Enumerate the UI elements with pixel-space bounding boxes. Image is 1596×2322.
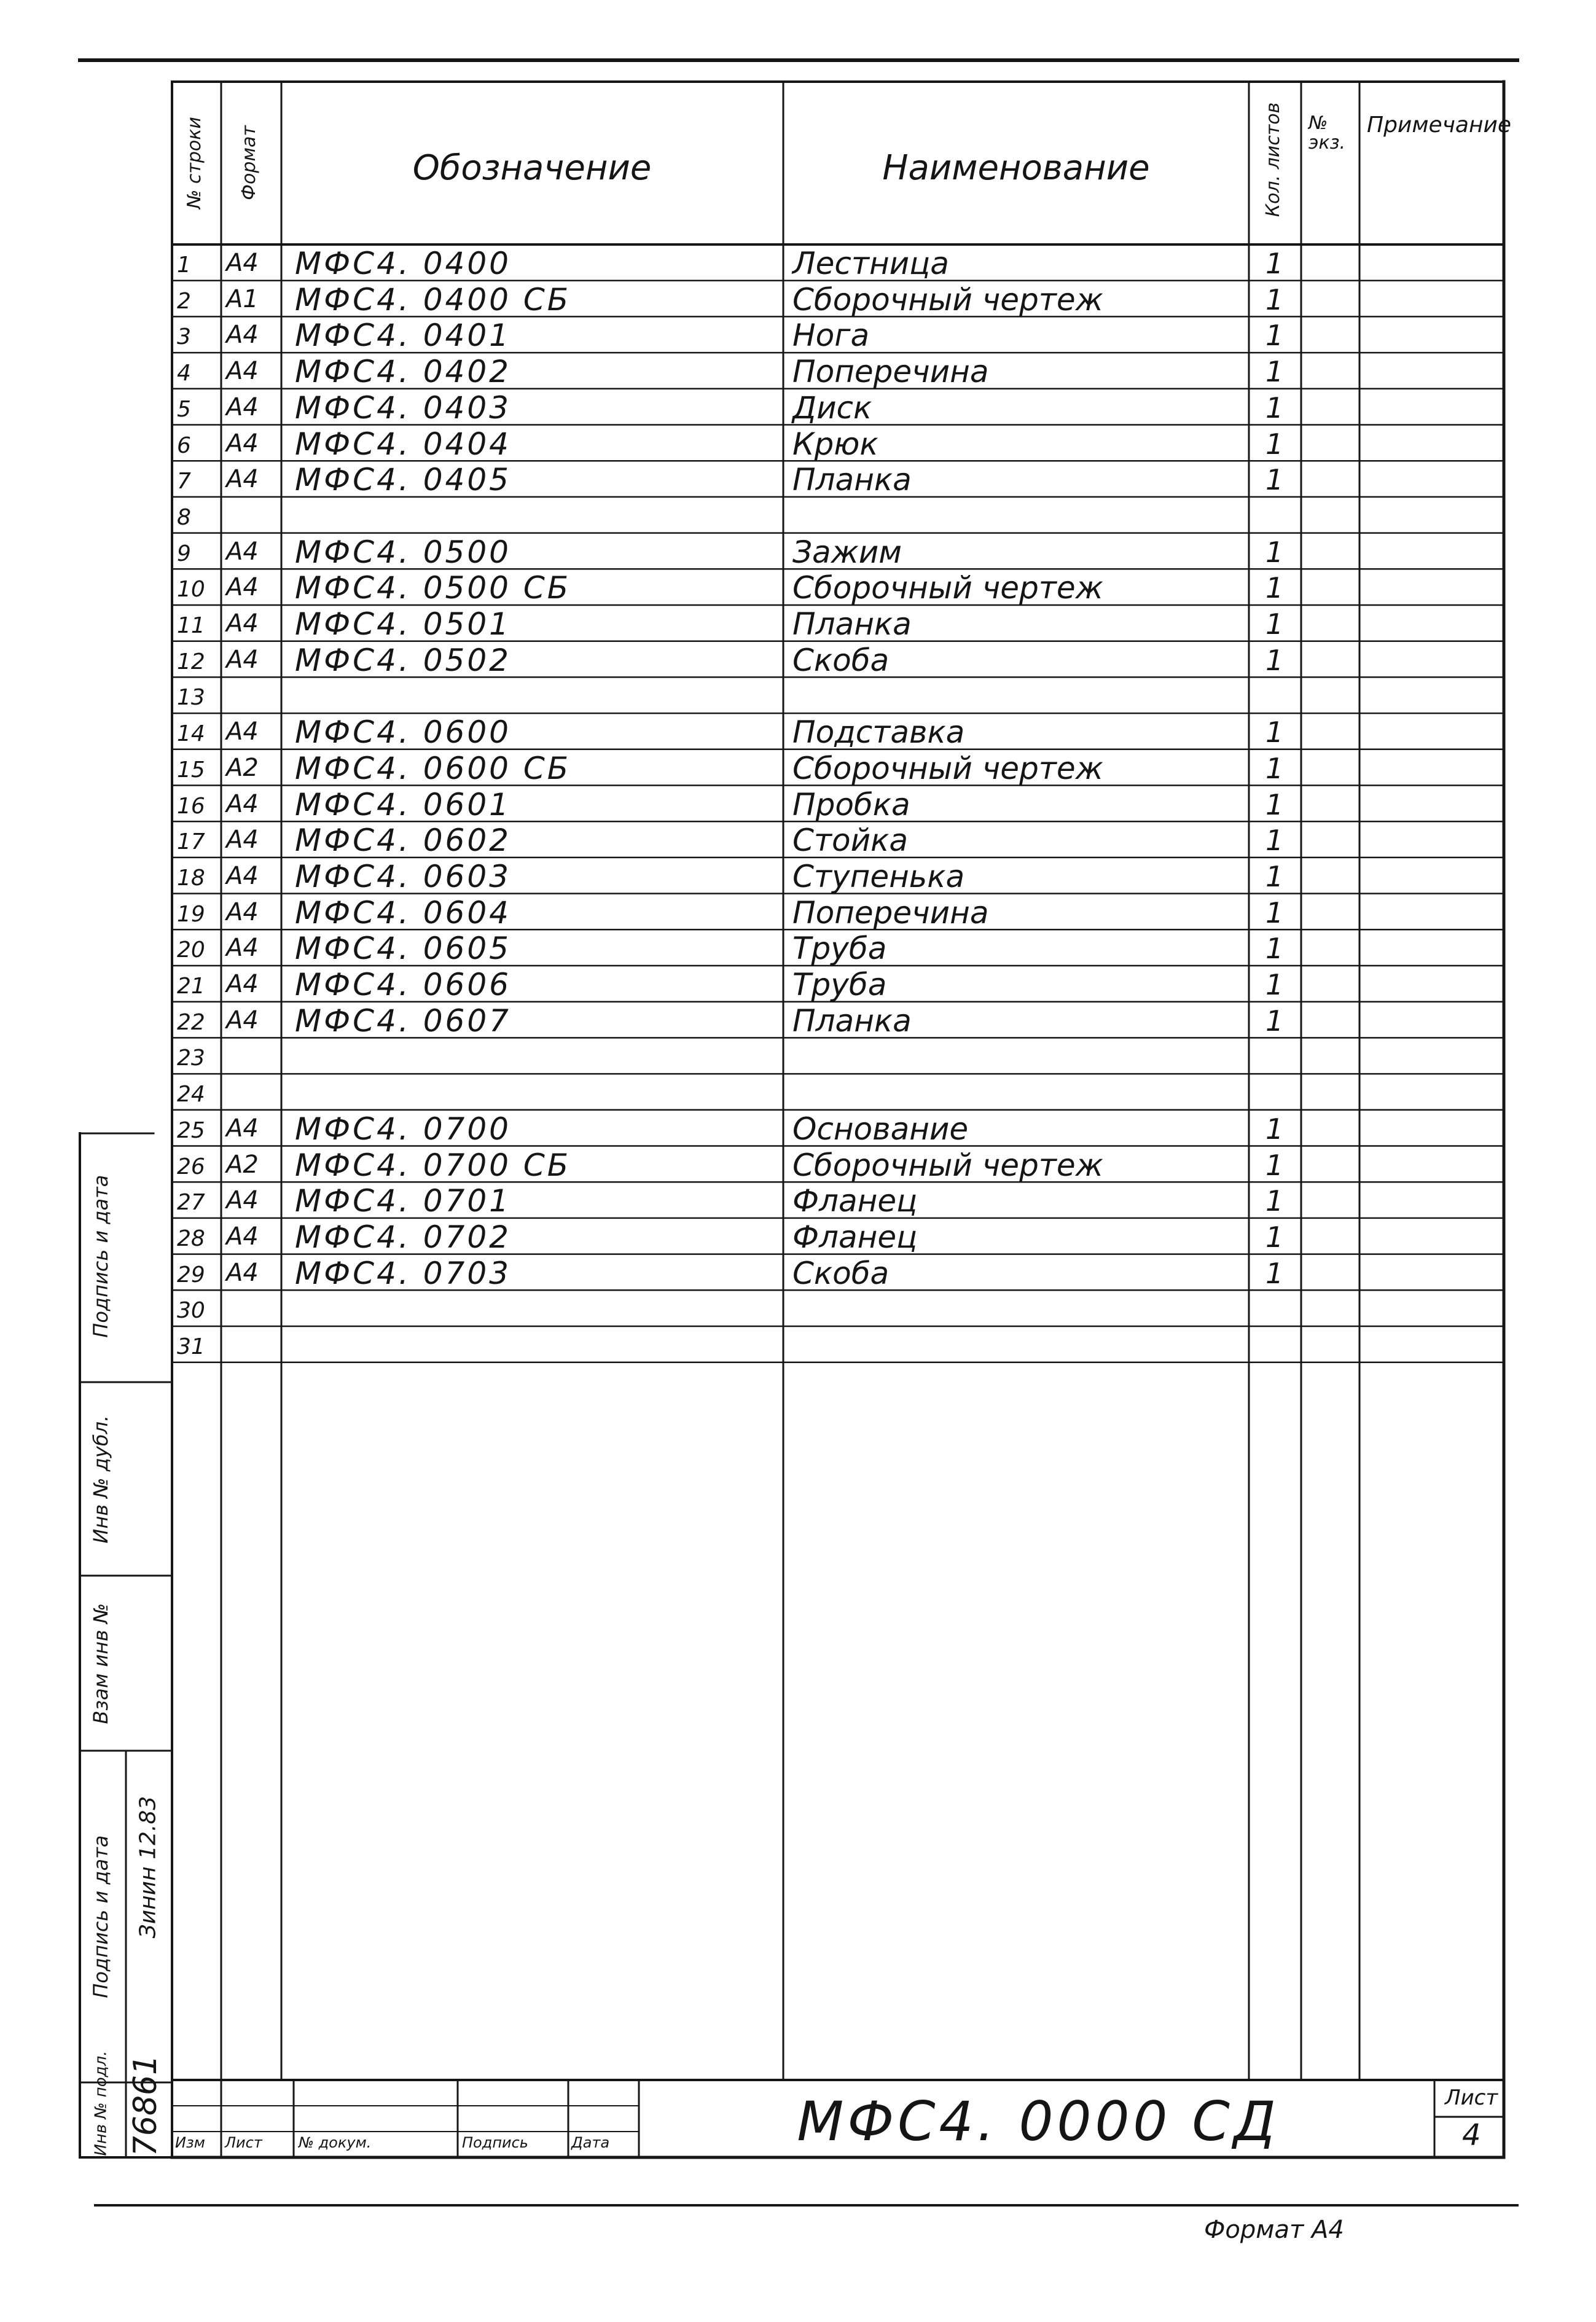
margin-vzam-inv: Взам инв № <box>88 1603 112 1724</box>
row-number: 27 <box>177 1190 205 1216</box>
row-number: 12 <box>177 649 205 674</box>
row-format: А4 <box>226 717 259 746</box>
row-number: 17 <box>177 829 205 855</box>
margin-inv-number: 76861 <box>127 2054 164 2156</box>
row-format: А4 <box>226 826 259 854</box>
row-format: А4 <box>226 393 259 421</box>
row-format: А4 <box>226 573 259 602</box>
row-number: 15 <box>177 757 205 783</box>
row-qty: 1 <box>1265 824 1284 858</box>
row-format: А4 <box>226 429 259 458</box>
row-number: 31 <box>177 1334 205 1359</box>
header-note: Примечание <box>1367 112 1512 138</box>
row-qty: 1 <box>1265 1256 1284 1290</box>
row-name: Сборочный чертеж <box>792 1147 1103 1183</box>
row-name: Труба <box>792 967 887 1003</box>
row-qty: 1 <box>1265 391 1284 424</box>
row-format: А4 <box>226 357 259 386</box>
footer-format-label: Формат А4 <box>1204 2216 1344 2244</box>
row-format: А4 <box>226 1258 259 1287</box>
row-designation: МФС4. 0401 <box>295 318 511 354</box>
row-name: Планка <box>792 462 912 498</box>
row-format: А1 <box>226 284 259 313</box>
row-designation: МФС4. 0700 <box>295 1111 511 1147</box>
row-number: 21 <box>177 974 205 999</box>
row-name: Скоба <box>792 1255 890 1291</box>
margin-sign-date-bottom: Подпись и дата <box>88 1835 112 1998</box>
row-designation: МФС4. 0602 <box>295 823 511 859</box>
row-format: А4 <box>226 537 259 566</box>
row-qty: 1 <box>1265 1220 1284 1254</box>
row-qty: 1 <box>1265 1004 1284 1038</box>
row-number: 4 <box>177 361 191 386</box>
row-designation: МФС4. 0402 <box>295 354 511 390</box>
row-qty: 1 <box>1265 968 1284 1001</box>
row-format: А4 <box>226 249 259 277</box>
row-qty: 1 <box>1265 608 1284 641</box>
row-name: Лестница <box>792 246 949 281</box>
row-number: 3 <box>177 324 191 350</box>
row-designation: МФС4. 0501 <box>295 606 511 642</box>
row-name: Поперечина <box>792 894 989 931</box>
row-designation: МФС4. 0502 <box>295 642 511 678</box>
row-qty: 1 <box>1265 283 1284 316</box>
stamp-col-list: Лист <box>225 2134 262 2151</box>
row-qty: 1 <box>1265 1112 1284 1146</box>
row-format: А4 <box>226 789 259 818</box>
row-designation: МФС4. 0600 <box>295 714 511 751</box>
row-format: А2 <box>226 1150 259 1179</box>
header-copy-no: № экз. <box>1308 112 1346 154</box>
row-format: А2 <box>226 753 259 782</box>
stamp-col-date: Дата <box>571 2134 610 2151</box>
row-number: 26 <box>177 1154 205 1179</box>
row-format: А4 <box>226 970 259 998</box>
row-qty: 1 <box>1265 643 1284 677</box>
row-designation: МФС4. 0601 <box>295 786 511 823</box>
row-number: 6 <box>177 432 191 458</box>
row-name: Планка <box>792 606 912 642</box>
row-number: 14 <box>177 721 205 747</box>
stamp-sheet-label: Лист <box>1445 2086 1498 2110</box>
row-number: 25 <box>177 1117 205 1143</box>
row-qty: 1 <box>1265 859 1284 893</box>
row-designation: МФС4. 0400 <box>295 246 511 281</box>
row-qty: 1 <box>1265 1148 1284 1182</box>
row-number: 7 <box>177 469 191 495</box>
margin-inv-podl: Инв № подл. <box>92 2050 111 2156</box>
row-qty: 1 <box>1265 751 1284 785</box>
row-number: 19 <box>177 901 205 927</box>
row-name: Труба <box>792 931 887 967</box>
row-number: 9 <box>177 541 191 566</box>
row-designation: МФС4. 0703 <box>295 1255 511 1291</box>
row-name: Основание <box>792 1111 969 1147</box>
header-designation: Обозначение <box>412 148 652 188</box>
row-format: А4 <box>226 1006 259 1034</box>
row-designation: МФС4. 0603 <box>295 858 511 894</box>
row-name: Зажим <box>792 534 902 570</box>
row-qty: 1 <box>1265 571 1284 605</box>
header-name: Наименование <box>882 148 1150 188</box>
row-designation: МФС4. 0605 <box>295 931 511 967</box>
stamp-col-izm: Изм <box>175 2134 205 2151</box>
stamp-col-sign: Подпись <box>462 2134 528 2151</box>
row-qty: 1 <box>1265 716 1284 749</box>
row-designation: МФС4. 0400 СБ <box>295 281 571 318</box>
row-name: Ступенька <box>792 858 965 894</box>
stamp-doc-code: МФС4. 0000 СД <box>797 2090 1280 2153</box>
row-format: А4 <box>226 1186 259 1215</box>
row-qty: 1 <box>1265 319 1284 353</box>
row-name: Крюк <box>792 426 878 462</box>
row-name: Поперечина <box>792 354 989 390</box>
row-name: Сборочный чертеж <box>792 750 1103 786</box>
stamp-col-doc: № докум. <box>299 2134 372 2151</box>
row-qty: 1 <box>1265 932 1284 966</box>
row-designation: МФС4. 0500 <box>295 534 511 570</box>
row-designation: МФС4. 0404 <box>295 426 511 462</box>
header-qty: Кол. листов <box>1262 102 1284 217</box>
row-name: Подставка <box>792 714 965 751</box>
row-number: 20 <box>177 937 205 963</box>
row-designation: МФС4. 0700 СБ <box>295 1147 571 1183</box>
row-format: А4 <box>226 1114 259 1143</box>
row-qty: 1 <box>1265 788 1284 821</box>
row-number: 18 <box>177 865 205 891</box>
row-number: 1 <box>177 252 191 278</box>
row-designation: МФС4. 0403 <box>295 389 511 426</box>
row-name: Скоба <box>792 642 890 678</box>
header-row-no: № строки <box>184 117 205 209</box>
row-format: А4 <box>226 609 259 638</box>
row-designation: МФС4. 0702 <box>295 1219 511 1255</box>
row-format: А4 <box>226 861 259 890</box>
row-number: 28 <box>177 1226 205 1251</box>
row-number: 30 <box>177 1298 205 1324</box>
row-number: 2 <box>177 288 191 314</box>
row-number: 24 <box>177 1082 205 1108</box>
row-name: Диск <box>792 389 872 426</box>
row-format: А4 <box>226 465 259 494</box>
row-qty: 1 <box>1265 355 1284 389</box>
row-designation: МФС4. 0500 СБ <box>295 570 571 606</box>
row-number: 5 <box>177 396 191 422</box>
margin-inv-dubl: Инв № дубл. <box>88 1415 112 1544</box>
row-number: 22 <box>177 1009 205 1035</box>
row-format: А4 <box>226 1222 259 1251</box>
row-format: А4 <box>226 897 259 926</box>
row-qty: 1 <box>1265 535 1284 569</box>
row-name: Планка <box>792 1003 912 1039</box>
row-number: 10 <box>177 577 205 603</box>
row-qty: 1 <box>1265 463 1284 497</box>
row-format: А4 <box>226 321 259 350</box>
header-format: Формат <box>238 125 260 200</box>
row-number: 13 <box>177 685 205 711</box>
row-designation: МФС4. 0606 <box>295 967 511 1003</box>
row-number: 16 <box>177 793 205 819</box>
row-name: Нога <box>792 318 870 354</box>
row-name: Фланец <box>792 1183 918 1219</box>
row-name: Пробка <box>792 786 910 823</box>
row-designation: МФС4. 0607 <box>295 1003 511 1039</box>
row-number: 11 <box>177 613 205 638</box>
row-format: А4 <box>226 934 259 963</box>
row-name: Сборочный чертеж <box>792 281 1103 318</box>
row-qty: 1 <box>1265 247 1284 280</box>
row-number: 23 <box>177 1046 205 1071</box>
row-qty: 1 <box>1265 1184 1284 1218</box>
row-format: А4 <box>226 645 259 674</box>
margin-sign-date-top: Подпись и дата <box>88 1175 112 1338</box>
row-designation: МФС4. 0701 <box>295 1183 511 1219</box>
row-number: 29 <box>177 1262 205 1288</box>
row-designation: МФС4. 0405 <box>295 462 511 498</box>
row-number: 8 <box>177 504 191 530</box>
row-qty: 1 <box>1265 427 1284 461</box>
row-designation: МФС4. 0604 <box>295 894 511 931</box>
row-name: Стойка <box>792 823 908 859</box>
margin-signature: Зинин 12.83 <box>135 1796 161 1939</box>
row-name: Сборочный чертеж <box>792 570 1103 606</box>
row-name: Фланец <box>792 1219 918 1255</box>
row-qty: 1 <box>1265 896 1284 929</box>
row-designation: МФС4. 0600 СБ <box>295 750 571 786</box>
stamp-sheet-no: 4 <box>1462 2118 1481 2152</box>
